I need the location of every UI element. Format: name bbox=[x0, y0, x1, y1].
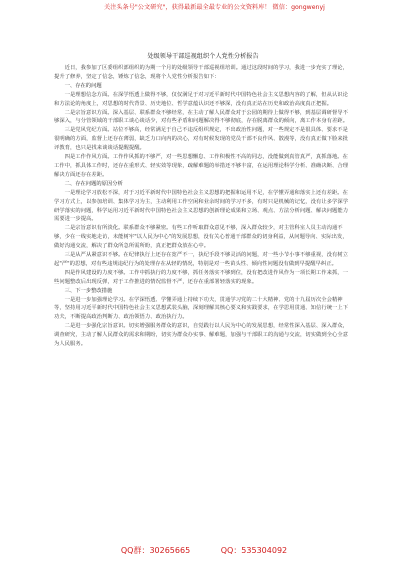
footer bbox=[0, 545, 408, 565]
paragraph: 二是宗旨意识方面。深入基层、联系群众不够经常，在主动了解人民群众对于公园的期待上做得不够，到基层调研督导不够深入，与分管领域的干部职工谈心谈话少，对有些矛盾和问题解决得不够彻底，存在脱离群众的倾向，离工作本身有差距。 bbox=[54, 109, 349, 125]
paragraph: 三是党风党纪方面。站位不够高，经常满足于自己不违反组织规定，不出政治性问题，对一些规定不是很具体、要求不是很明确的方面，监督上还存在薄弱，缺乏力口向内的决心，对有时候发现的党员干部不良作风、散漫等，没有真正做下脸来批评教育，也只是找来谈谈话提醒提醒。 bbox=[54, 127, 349, 152]
footer-qq: QQ：535304092 bbox=[220, 546, 288, 555]
paragraph: 近日，我参加了区委组织部组织的为期一个月的处级领导干部巡视组培训。通过这段时间的学习，我进一步充实了理论，提升了修养，坚定了信念，锤炼了信念，现将个人党性分析报告如下： bbox=[54, 65, 348, 80]
document-content bbox=[54, 64, 352, 349]
paragraph: 四是工作作风方面。工作作风抓的不够严，对一些思想懈怠、工作积极性不高的同志，没能做到真管真严，真抓落地。在工作中，抓具体工作时，还存在重形式、轻实效等现象，疏解难题的举措还不够丰富，在运用理论科学分析、准确决断、合理解决方面还存在差距。 bbox=[54, 154, 349, 178]
paragraph: 一是进一步加强理论学习。在学深悟透、学懂弄通上持续下功夫，贯通学习党的二十大精神、党的十九届历次全会精神等，坚持用习近平新时代中国特色社会主义思想武装头脑，深刻理解其核心要义和实践要求，在学思用贯通、知信行统一上下功夫，不断提高政治判断力、政治领悟力、政治执行力。 bbox=[54, 296, 349, 321]
section-heading: 一、存在的问题 bbox=[64, 82, 102, 89]
document-body bbox=[54, 52, 352, 349]
footer-qq-group: QQ群：30265665 bbox=[120, 546, 191, 555]
paragraph: 一是理论学习放松不深，对于习近平新时代中国特色社会主义思想的把握和运用不足，在学懂弄通和落实上还有差距。在学习方式上，以参加培训、集体学习为主，主动利用工作空闲和业余时间的学习不多，有时只是机械的记忆，没有让多学深学研学落实的问题，科学运用习近平新时代中国特色社会主义思想的创新理论成果和立场、观点、方法分析问题、解决问题能力需要进一步提高。 bbox=[54, 189, 349, 223]
banner-promo-text: 关注头条号"公文研究"，获得最新最全最专业的公文资料库！ 微信：gongwenyj bbox=[104, 4, 325, 11]
section-heading: 三、下一步整改措施 bbox=[64, 287, 113, 294]
section-heading: 二、存在问题的原因分析 bbox=[64, 180, 123, 187]
paragraph: 二是进一步强化宗旨意识。切实增强服务群众的意识，自觉践行以人民为中心的发展思想，经常性深入基层、深入群众，调查研究，主动了解人民群众的需求和期盼，切实为群众办实事、解难题，加强与干部职工的沟通与交流，切实做到全心全意为人民服务。 bbox=[54, 323, 349, 348]
paragraph: 四是作风建设的力度不够。工作中抓执行的力度不够，抓任务落实不够到位，没有把改进作风作为一项长期工作来抓，一些问题整改后出现反弹，对于工作推进的情况监督不严，还存在重部署轻落实的现象。 bbox=[54, 269, 348, 285]
paragraph: 二是宗旨意识有所淡化。联系群众不够紧密。有些工作听取群众意见不够，深入群众较少，对主管科室人员主动沟通不够，少在一线实地走访，未能树牢"以人民为中心"的发展思想，没有关心普通干部群众的切身利益，从问题导向、实际出发，做好沟通交流，解决了群众所急所需所盼，真正把群众放在心中。 bbox=[54, 225, 348, 250]
document-title: 处级领导干部巡视组织个人党性分析报告 bbox=[147, 53, 259, 60]
top-banner bbox=[0, 0, 408, 32]
paragraph: 三是从严从紧意识不够。在纪律执行上还存在宽严不一，执纪手段不够灵活的问题，对一些小节小事不够重视，没有树立起"严"的思想，对有些违规违纪行为的处理存在从轻的情况，特别是对一些苗头性、倾向性问题没有做到早提醒早纠正。 bbox=[54, 252, 348, 267]
paragraph: 一是理想信念方面。在深学悟透上做得不够，仅仅满足于对习近平新时代中国特色社会主义思想内容的了解，但从认识论和方法论的角度上，对思想的时代背景、历史地位、哲学意蕴认识还不够深，没有真正站在历史和政治高度真正把握。 bbox=[54, 91, 348, 107]
